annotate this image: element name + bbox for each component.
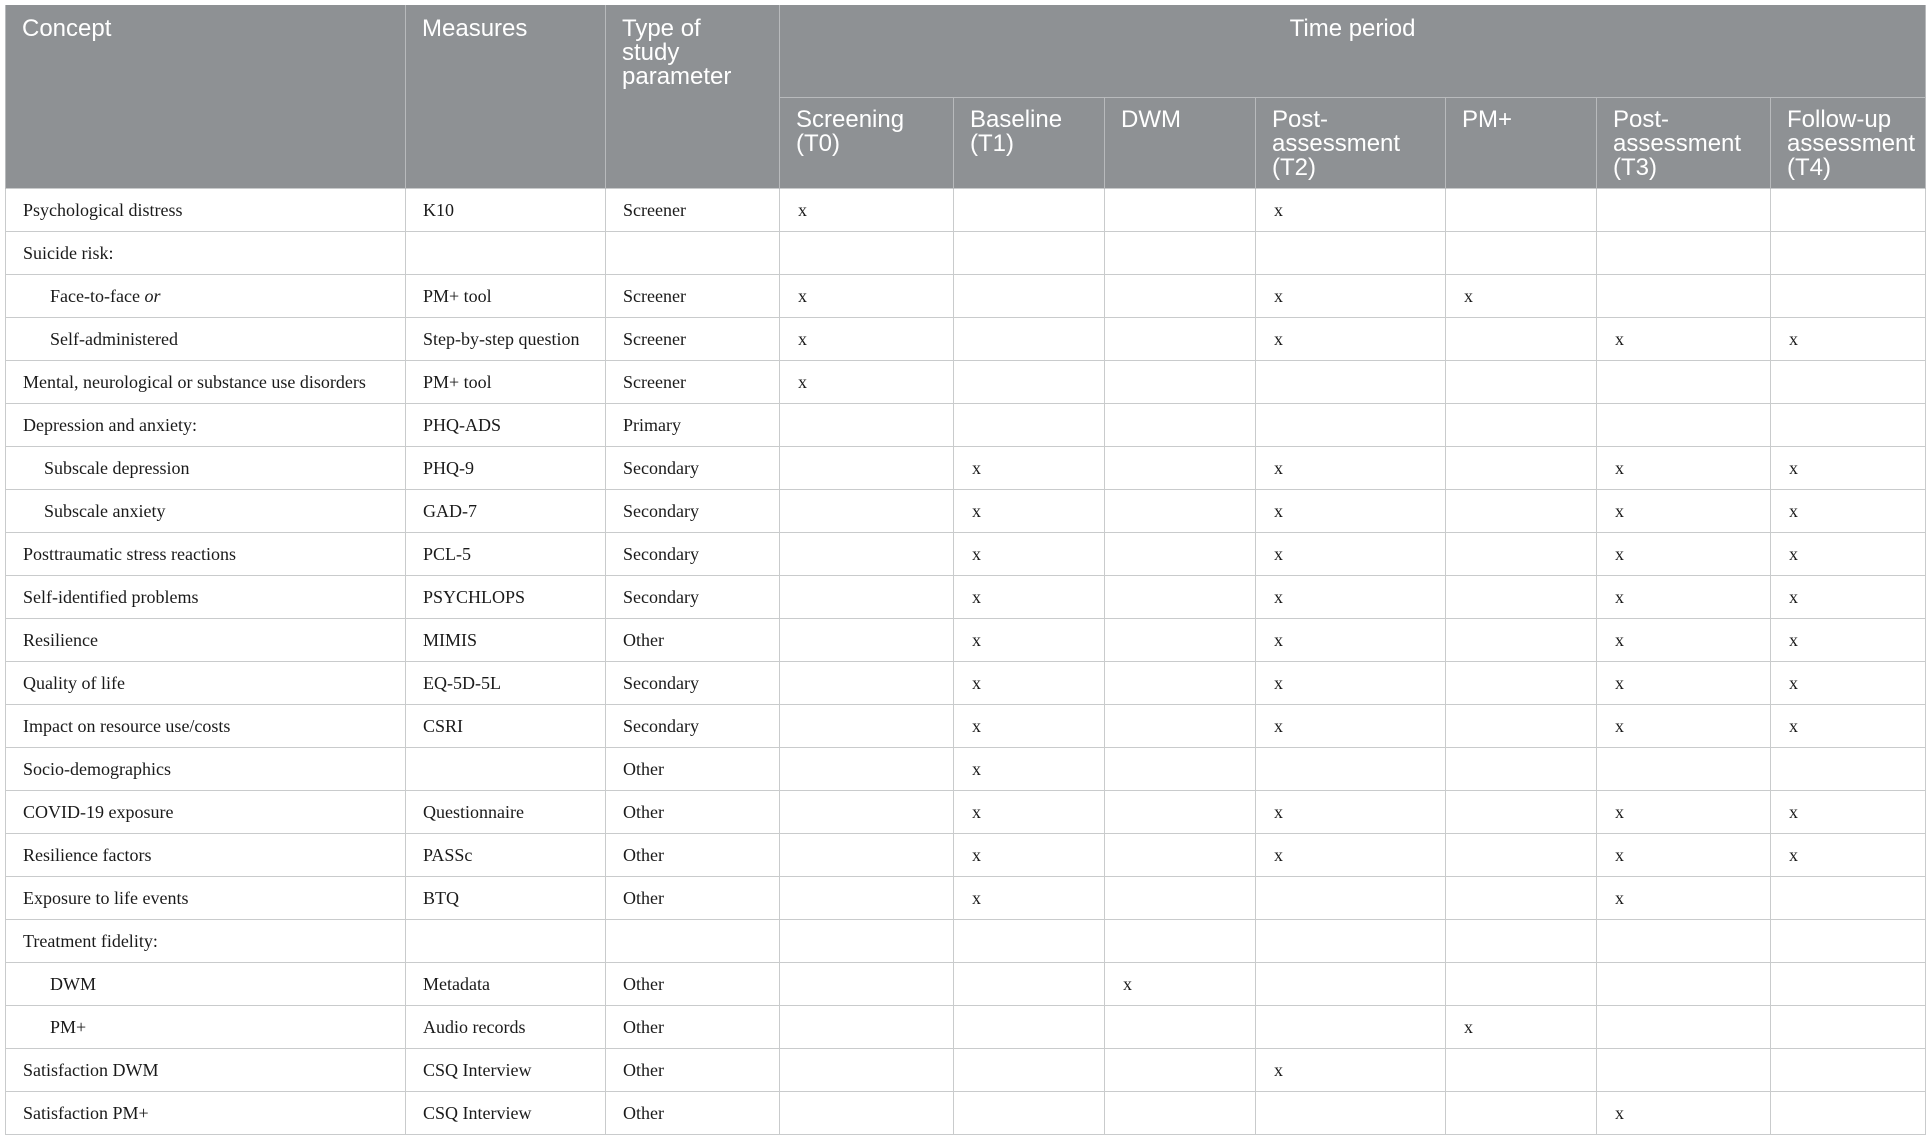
cell-time-mark — [780, 404, 954, 447]
cell-time-mark: x — [1256, 662, 1446, 705]
table-row — [6, 232, 1926, 275]
cell-concept — [6, 404, 406, 447]
concept-text: Self-identified problems — [23, 586, 199, 607]
cell-time-mark: x — [1597, 877, 1771, 920]
cell-time-mark — [1446, 318, 1597, 361]
cell-time-mark: x — [1256, 619, 1446, 662]
table-row — [6, 361, 1926, 404]
table-row — [6, 748, 1926, 791]
cell-measures: Questionnaire — [406, 791, 606, 834]
cell-time-mark: x — [1771, 662, 1926, 705]
cell-type: Screener — [606, 318, 780, 361]
cell-concept — [6, 533, 406, 576]
cell-time-mark — [1771, 275, 1926, 318]
cell-concept — [6, 490, 406, 533]
cell-time-mark: x — [1597, 533, 1771, 576]
cell-time-mark: x — [1771, 834, 1926, 877]
cell-time-mark — [1446, 748, 1597, 791]
cell-time-mark: x — [1597, 791, 1771, 834]
col-header-screening: Screening (T0) — [780, 98, 954, 189]
col-header-post-t2: Post-assessment (T2) — [1256, 98, 1446, 189]
cell-time-mark: x — [1256, 791, 1446, 834]
table-row — [6, 619, 1926, 662]
cell-time-mark — [1105, 1092, 1256, 1135]
col-header-pm-plus: PM+ — [1446, 98, 1597, 189]
cell-time-mark — [1771, 963, 1926, 1006]
cell-time-mark — [1105, 275, 1256, 318]
cell-time-mark: x — [954, 576, 1105, 619]
cell-time-mark — [1597, 920, 1771, 963]
table-row — [6, 533, 1926, 576]
cell-time-mark: x — [1597, 1092, 1771, 1135]
cell-time-mark: x — [954, 705, 1105, 748]
col-header-dwm: DWM — [1105, 98, 1256, 189]
cell-time-mark — [1446, 619, 1597, 662]
cell-time-mark — [780, 662, 954, 705]
cell-time-mark: x — [1771, 318, 1926, 361]
cell-time-mark — [780, 576, 954, 619]
cell-time-mark — [1446, 662, 1597, 705]
cell-concept — [6, 1006, 406, 1049]
cell-time-mark — [1105, 189, 1256, 232]
table-header — [6, 5, 1926, 189]
cell-time-mark — [954, 189, 1105, 232]
cell-time-mark — [1105, 619, 1256, 662]
concept-text: Face-to-face — [50, 285, 145, 306]
cell-time-mark — [1771, 1049, 1926, 1092]
table-row — [6, 877, 1926, 920]
cell-time-mark: x — [1256, 318, 1446, 361]
cell-time-mark — [1105, 705, 1256, 748]
cell-type: Primary — [606, 404, 780, 447]
cell-measures: PHQ-ADS — [406, 404, 606, 447]
cell-time-mark — [1446, 533, 1597, 576]
col-header-concept: Concept — [6, 5, 406, 189]
cell-time-mark: x — [1256, 447, 1446, 490]
cell-time-mark: x — [954, 662, 1105, 705]
table-row — [6, 275, 1926, 318]
cell-time-mark — [1446, 404, 1597, 447]
cell-time-mark — [780, 533, 954, 576]
cell-time-mark: x — [1771, 447, 1926, 490]
cell-type: Other — [606, 619, 780, 662]
cell-time-mark — [954, 1049, 1105, 1092]
cell-type: Secondary — [606, 490, 780, 533]
cell-time-mark — [1597, 361, 1771, 404]
cell-time-mark: x — [1597, 447, 1771, 490]
table-row — [6, 1049, 1926, 1092]
cell-time-mark: x — [1597, 619, 1771, 662]
cell-time-mark — [1597, 963, 1771, 1006]
cell-concept — [6, 662, 406, 705]
cell-time-mark — [1446, 361, 1597, 404]
cell-time-mark — [954, 361, 1105, 404]
col-header-post-t3: Post-assessment (T3) — [1597, 98, 1771, 189]
cell-time-mark: x — [1446, 275, 1597, 318]
cell-time-mark: x — [954, 834, 1105, 877]
cell-time-mark: x — [1446, 1006, 1597, 1049]
cell-time-mark: x — [780, 318, 954, 361]
cell-type: Screener — [606, 361, 780, 404]
cell-time-mark — [1256, 404, 1446, 447]
cell-time-mark: x — [1597, 576, 1771, 619]
col-header-follow-up: Follow-up assessment (T4) — [1771, 98, 1926, 189]
table-row — [6, 963, 1926, 1006]
concept-text: Satisfaction PM+ — [23, 1102, 149, 1123]
cell-type: Other — [606, 748, 780, 791]
cell-measures: PCL-5 — [406, 533, 606, 576]
cell-measures: EQ-5D-5L — [406, 662, 606, 705]
cell-concept — [6, 920, 406, 963]
concept-text: Depression and anxiety: — [23, 414, 197, 435]
cell-measures: PHQ-9 — [406, 447, 606, 490]
cell-time-mark: x — [1771, 576, 1926, 619]
col-header-measures: Measures — [406, 5, 606, 189]
cell-time-mark — [1446, 1092, 1597, 1135]
cell-concept — [6, 748, 406, 791]
cell-time-mark: x — [1256, 834, 1446, 877]
cell-time-mark: x — [1771, 705, 1926, 748]
cell-time-mark: x — [954, 791, 1105, 834]
cell-measures: Audio records — [406, 1006, 606, 1049]
cell-type: Secondary — [606, 662, 780, 705]
cell-time-mark — [1771, 1006, 1926, 1049]
cell-measures — [406, 748, 606, 791]
table-row — [6, 576, 1926, 619]
cell-time-mark: x — [1771, 619, 1926, 662]
cell-time-mark — [1105, 232, 1256, 275]
concept-text: Subscale depression — [44, 457, 190, 478]
col-header-type: Type of study parameter — [606, 5, 780, 189]
cell-time-mark: x — [954, 619, 1105, 662]
cell-concept — [6, 877, 406, 920]
cell-time-mark: x — [1256, 576, 1446, 619]
cell-measures: PASSc — [406, 834, 606, 877]
cell-time-mark — [780, 1049, 954, 1092]
cell-time-mark: x — [1597, 834, 1771, 877]
cell-time-mark: x — [1597, 318, 1771, 361]
cell-time-mark — [1597, 1049, 1771, 1092]
cell-time-mark — [780, 1092, 954, 1135]
cell-time-mark — [780, 834, 954, 877]
cell-time-mark: x — [1256, 705, 1446, 748]
cell-concept — [6, 1049, 406, 1092]
cell-time-mark — [780, 1006, 954, 1049]
cell-time-mark — [1597, 189, 1771, 232]
cell-time-mark — [1771, 877, 1926, 920]
cell-time-mark — [1256, 361, 1446, 404]
cell-time-mark — [780, 877, 954, 920]
concept-text: Satisfaction DWM — [23, 1059, 159, 1080]
cell-type: Other — [606, 791, 780, 834]
cell-time-mark — [780, 791, 954, 834]
cell-time-mark — [1256, 748, 1446, 791]
cell-measures: K10 — [406, 189, 606, 232]
cell-time-mark — [1105, 834, 1256, 877]
cell-time-mark — [1105, 318, 1256, 361]
cell-concept — [6, 189, 406, 232]
cell-type: Other — [606, 834, 780, 877]
cell-time-mark — [1771, 232, 1926, 275]
cell-time-mark — [1105, 920, 1256, 963]
cell-concept — [6, 963, 406, 1006]
cell-time-mark: x — [1597, 662, 1771, 705]
cell-time-mark — [1105, 533, 1256, 576]
cell-measures: PM+ tool — [406, 275, 606, 318]
cell-time-mark — [1597, 748, 1771, 791]
cell-time-mark: x — [954, 748, 1105, 791]
cell-time-mark — [954, 1006, 1105, 1049]
cell-time-mark — [1446, 791, 1597, 834]
cell-time-mark: x — [780, 189, 954, 232]
cell-time-mark — [1446, 834, 1597, 877]
cell-time-mark — [1105, 576, 1256, 619]
cell-time-mark — [954, 318, 1105, 361]
table-row — [6, 318, 1926, 361]
cell-concept — [6, 619, 406, 662]
cell-time-mark — [1771, 404, 1926, 447]
cell-time-mark — [780, 619, 954, 662]
concept-text: Socio-demographics — [23, 758, 171, 779]
cell-time-mark — [1597, 1006, 1771, 1049]
table-row — [6, 447, 1926, 490]
concept-text: PM+ — [50, 1016, 87, 1037]
cell-time-mark: x — [954, 490, 1105, 533]
cell-time-mark — [1256, 232, 1446, 275]
concept-text: Treatment fidelity: — [23, 930, 158, 951]
cell-time-mark: x — [1597, 490, 1771, 533]
cell-time-mark — [1446, 705, 1597, 748]
study-parameters-table — [5, 5, 1926, 1135]
cell-time-mark: x — [780, 361, 954, 404]
cell-time-mark — [954, 275, 1105, 318]
study-parameters-table-container — [5, 5, 1925, 1135]
cell-measures: CSQ Interview — [406, 1049, 606, 1092]
cell-time-mark — [1256, 1092, 1446, 1135]
cell-time-mark: x — [1771, 791, 1926, 834]
cell-measures: PSYCHLOPS — [406, 576, 606, 619]
cell-time-mark — [1446, 920, 1597, 963]
cell-measures: BTQ — [406, 877, 606, 920]
cell-concept — [6, 232, 406, 275]
concept-text: Resilience factors — [23, 844, 152, 865]
cell-time-mark — [1256, 877, 1446, 920]
cell-type: Other — [606, 963, 780, 1006]
concept-text: Self-administered — [50, 328, 178, 349]
concept-text: Suicide risk: — [23, 242, 114, 263]
header-row-1 — [6, 5, 1926, 98]
cell-concept — [6, 361, 406, 404]
concept-text: COVID-19 exposure — [23, 801, 174, 822]
cell-measures: Metadata — [406, 963, 606, 1006]
cell-measures — [406, 920, 606, 963]
cell-time-mark: x — [780, 275, 954, 318]
concept-text: Posttraumatic stress reactions — [23, 543, 236, 564]
concept-text: Exposure to life events — [23, 887, 189, 908]
cell-concept — [6, 834, 406, 877]
cell-concept — [6, 705, 406, 748]
cell-measures: PM+ tool — [406, 361, 606, 404]
cell-time-mark — [1256, 920, 1446, 963]
cell-time-mark — [1105, 1006, 1256, 1049]
cell-time-mark: x — [1597, 705, 1771, 748]
cell-time-mark — [1597, 232, 1771, 275]
cell-time-mark — [1446, 490, 1597, 533]
cell-time-mark — [1446, 189, 1597, 232]
table-row — [6, 490, 1926, 533]
cell-time-mark — [780, 490, 954, 533]
cell-time-mark — [1446, 447, 1597, 490]
cell-type: Secondary — [606, 533, 780, 576]
cell-time-mark — [1446, 576, 1597, 619]
cell-time-mark: x — [954, 533, 1105, 576]
cell-time-mark — [780, 963, 954, 1006]
table-row — [6, 834, 1926, 877]
concept-text: Psychological distress — [23, 199, 183, 220]
cell-time-mark — [1105, 1049, 1256, 1092]
cell-time-mark — [1771, 1092, 1926, 1135]
cell-time-mark — [1597, 275, 1771, 318]
cell-type: Secondary — [606, 705, 780, 748]
concept-text: Subscale anxiety — [44, 500, 166, 521]
cell-time-mark — [1105, 748, 1256, 791]
cell-measures — [406, 232, 606, 275]
table-row — [6, 189, 1926, 232]
cell-time-mark — [954, 232, 1105, 275]
cell-time-mark — [954, 404, 1105, 447]
cell-type: Other — [606, 1049, 780, 1092]
cell-measures: CSRI — [406, 705, 606, 748]
cell-concept — [6, 275, 406, 318]
cell-time-mark — [1597, 404, 1771, 447]
cell-measures: GAD-7 — [406, 490, 606, 533]
cell-time-mark: x — [1256, 490, 1446, 533]
cell-time-mark: x — [1256, 275, 1446, 318]
cell-time-mark: x — [954, 447, 1105, 490]
cell-concept — [6, 318, 406, 361]
cell-type: Other — [606, 877, 780, 920]
cell-time-mark — [1446, 1049, 1597, 1092]
cell-time-mark — [954, 1092, 1105, 1135]
cell-time-mark — [1105, 404, 1256, 447]
cell-time-mark — [954, 963, 1105, 1006]
cell-time-mark: x — [1256, 189, 1446, 232]
cell-time-mark: x — [1256, 1049, 1446, 1092]
cell-time-mark — [954, 920, 1105, 963]
cell-type: Other — [606, 1092, 780, 1135]
cell-type: Screener — [606, 275, 780, 318]
table-row — [6, 1092, 1926, 1135]
concept-text: Mental, neurological or substance use disorders — [23, 371, 366, 392]
cell-type: Secondary — [606, 576, 780, 619]
cell-concept — [6, 447, 406, 490]
cell-measures: CSQ Interview — [406, 1092, 606, 1135]
table-body — [6, 189, 1926, 1135]
cell-measures: Step-by-step question — [406, 318, 606, 361]
cell-time-mark — [1105, 791, 1256, 834]
concept-emphasis: or — [144, 285, 161, 306]
concept-text: Impact on resource use/costs — [23, 715, 231, 736]
col-header-baseline: Baseline (T1) — [954, 98, 1105, 189]
cell-time-mark — [780, 920, 954, 963]
concept-text: DWM — [50, 973, 96, 994]
cell-time-mark — [1105, 662, 1256, 705]
cell-time-mark — [1771, 361, 1926, 404]
cell-time-mark — [1771, 920, 1926, 963]
cell-time-mark — [1256, 1006, 1446, 1049]
cell-time-mark — [1446, 963, 1597, 1006]
cell-time-mark — [1771, 748, 1926, 791]
cell-concept — [6, 791, 406, 834]
cell-time-mark — [780, 748, 954, 791]
cell-time-mark — [1105, 447, 1256, 490]
concept-text: Resilience — [23, 629, 98, 650]
cell-concept — [6, 576, 406, 619]
cell-type — [606, 920, 780, 963]
cell-time-mark — [1105, 877, 1256, 920]
concept-text: Quality of life — [23, 672, 125, 693]
cell-concept — [6, 1092, 406, 1135]
cell-time-mark — [1105, 490, 1256, 533]
cell-time-mark: x — [1105, 963, 1256, 1006]
cell-time-mark — [780, 447, 954, 490]
cell-time-mark: x — [954, 877, 1105, 920]
table-row — [6, 920, 1926, 963]
cell-type: Other — [606, 1006, 780, 1049]
cell-time-mark — [1446, 232, 1597, 275]
cell-type — [606, 232, 780, 275]
col-header-time-period: Time period — [780, 5, 1926, 98]
cell-type: Screener — [606, 189, 780, 232]
cell-time-mark — [780, 232, 954, 275]
cell-time-mark: x — [1771, 533, 1926, 576]
cell-time-mark — [780, 705, 954, 748]
table-row — [6, 705, 1926, 748]
cell-time-mark — [1446, 877, 1597, 920]
cell-time-mark: x — [1771, 490, 1926, 533]
cell-time-mark — [1771, 189, 1926, 232]
cell-time-mark — [1105, 361, 1256, 404]
cell-time-mark — [1256, 963, 1446, 1006]
table-row — [6, 1006, 1926, 1049]
table-row — [6, 662, 1926, 705]
cell-type: Secondary — [606, 447, 780, 490]
table-row — [6, 404, 1926, 447]
cell-time-mark: x — [1256, 533, 1446, 576]
cell-measures: MIMIS — [406, 619, 606, 662]
table-row — [6, 791, 1926, 834]
